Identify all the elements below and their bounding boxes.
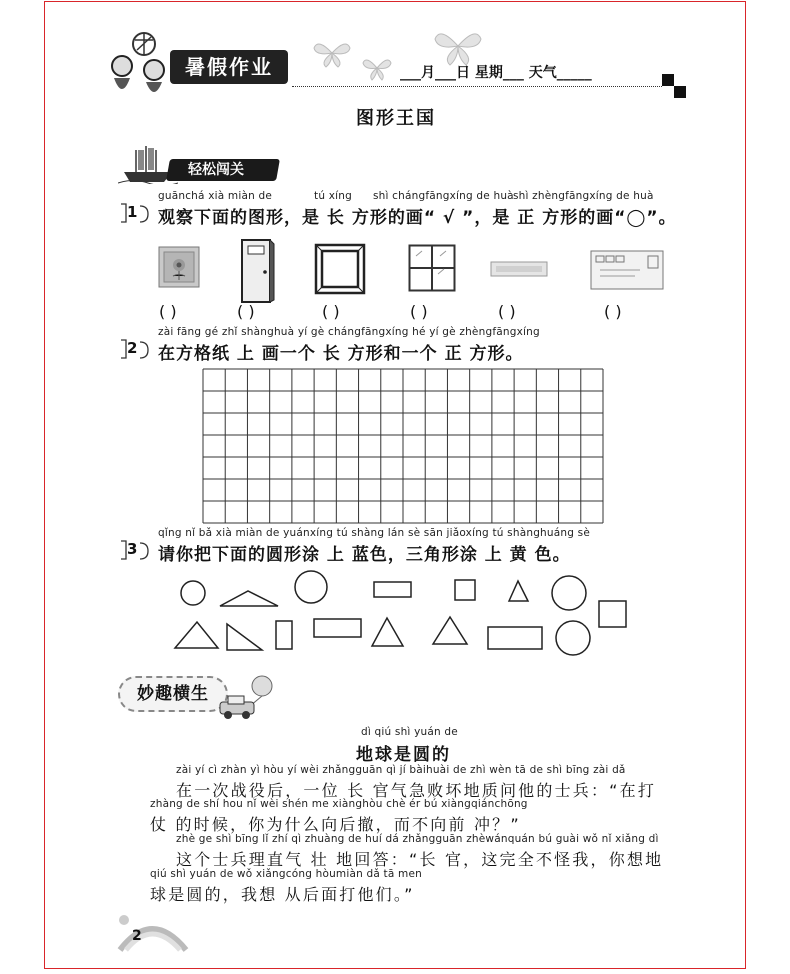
rectangle-shape[interactable] — [488, 627, 542, 649]
answer-blank[interactable]: ( ) — [410, 302, 428, 321]
butterfly-icon — [432, 26, 484, 66]
page-number-decoration — [112, 908, 192, 952]
answer-blank[interactable]: ( ) — [498, 302, 516, 321]
answer-blank[interactable]: ( ) — [237, 302, 255, 321]
q2-text: 在方格纸 上 画一个 长 方形和一个 正 方形。 — [158, 344, 524, 364]
q1-text: 观察下面的图形，是 长 方形的画“ √ ”，是 正 方形的画“◯”。 — [158, 208, 677, 228]
kids-illustration — [104, 30, 174, 100]
car-balloon-icon — [214, 674, 284, 720]
butterfly-icon — [362, 55, 392, 81]
circle-shape[interactable] — [552, 576, 586, 610]
triangle-shape[interactable] — [433, 617, 467, 644]
section-badge-easy-label: 轻松闯关 — [188, 162, 244, 178]
square-shape[interactable] — [455, 580, 475, 600]
eraser-image — [490, 261, 548, 277]
grid-paper[interactable] — [202, 368, 604, 524]
triangle-shape[interactable] — [175, 622, 218, 648]
triangle-shape[interactable] — [509, 581, 528, 601]
answer-blank[interactable]: ( ) — [322, 302, 340, 321]
rectangle-shape[interactable] — [276, 621, 292, 649]
story-line: 在一次战役后，一位 长 官气急败坏地质问他的士兵：“在打 — [176, 781, 657, 800]
door-image — [240, 238, 276, 304]
answer-blank[interactable]: ( ) — [159, 302, 177, 321]
section-title: 图形王国 — [356, 108, 436, 129]
page-number: 2 — [132, 928, 142, 944]
q2-pinyin: zài fāng gé zhǐ shànghuà yí gè chángfāngxíng hé yí gè zhèngfāngxíng — [158, 326, 540, 338]
story-line-pinyin: zhè ge shì bīng lǐ zhí qì zhuàng de huí dá zhǎngguān zhèwánquán bú guài wǒ nǐ xiǎng dì — [176, 833, 659, 845]
date-weather-line: ___月___日 星期___ 天气_____ — [400, 65, 592, 81]
shapes-area — [170, 568, 640, 658]
q3-number: 3 — [127, 540, 138, 558]
story-title: 地球是圆的 — [356, 745, 451, 765]
window-image — [408, 244, 456, 292]
rectangle-shape[interactable] — [314, 619, 361, 637]
story-line: 这个士兵理直气 壮 地回答：“长 官，这完全不怪我，你想地 — [176, 850, 664, 869]
square-frame-image — [314, 243, 366, 295]
corner-block — [674, 86, 686, 98]
header-badge-title: 暑假作业 — [185, 55, 273, 79]
circle-shape[interactable] — [556, 621, 590, 655]
picture-frame-image — [158, 246, 200, 288]
story-line-pinyin: zhàng de shí hou nǐ wèi shén me xiànghòu chè ér bú xiàngqiánchōng — [150, 798, 528, 810]
q1-pinyin: shì zhèngfāngxíng de huà — [513, 190, 654, 202]
story-line: 球是圆的，我想 从后面打他们。” — [150, 885, 415, 904]
corner-block — [662, 74, 674, 86]
header-divider — [292, 86, 662, 87]
q1-pinyin: guānchá xià miàn de — [158, 190, 273, 202]
section-badge-fun-label: 妙趣横生 — [137, 684, 209, 704]
circle-shape[interactable] — [181, 581, 205, 605]
q3-pinyin: qǐng nǐ bǎ xià miàn de yuánxíng tú shàng lán sè sān jiǎoxíng tú shànghuáng sè — [158, 527, 590, 539]
square-shape[interactable] — [599, 601, 626, 627]
butterfly-icon — [312, 38, 352, 68]
section-badge-fun — [118, 676, 228, 712]
q1-pinyin: tú xíng — [314, 190, 352, 202]
story-line-pinyin: qiú shì yuán de wǒ xiǎngcóng hòumiàn dǎ tā men — [150, 868, 422, 880]
story-line-pinyin: zài yí cì zhàn yì hòu yí wèi zhǎngguān qì jí bàihuài de zhì wèn tā de shì bīng zài dǎ — [176, 764, 626, 776]
rectangle-shape[interactable] — [374, 582, 411, 597]
envelope-image — [590, 250, 664, 290]
q2-number: 2 — [127, 339, 138, 357]
triangle-shape[interactable] — [372, 618, 403, 646]
circle-shape[interactable] — [295, 571, 327, 603]
q1-pinyin: shì chángfāngxíng de huà — [373, 190, 514, 202]
answer-blank[interactable]: ( ) — [604, 302, 622, 321]
triangle-shape[interactable] — [227, 624, 262, 650]
story-title-pinyin: dì qiú shì yuán de — [361, 726, 458, 738]
story-line: 仗 的时候，你为什么向后撤，而不向前 冲？” — [150, 815, 521, 834]
q3-text: 请你把下面的圆形涂 上 蓝色，三角形涂 上 黄 色。 — [158, 545, 571, 565]
section-badge-easy — [166, 159, 280, 181]
triangle-shape[interactable] — [220, 591, 278, 606]
q1-number: 1 — [127, 203, 138, 221]
header-badge — [170, 50, 288, 84]
